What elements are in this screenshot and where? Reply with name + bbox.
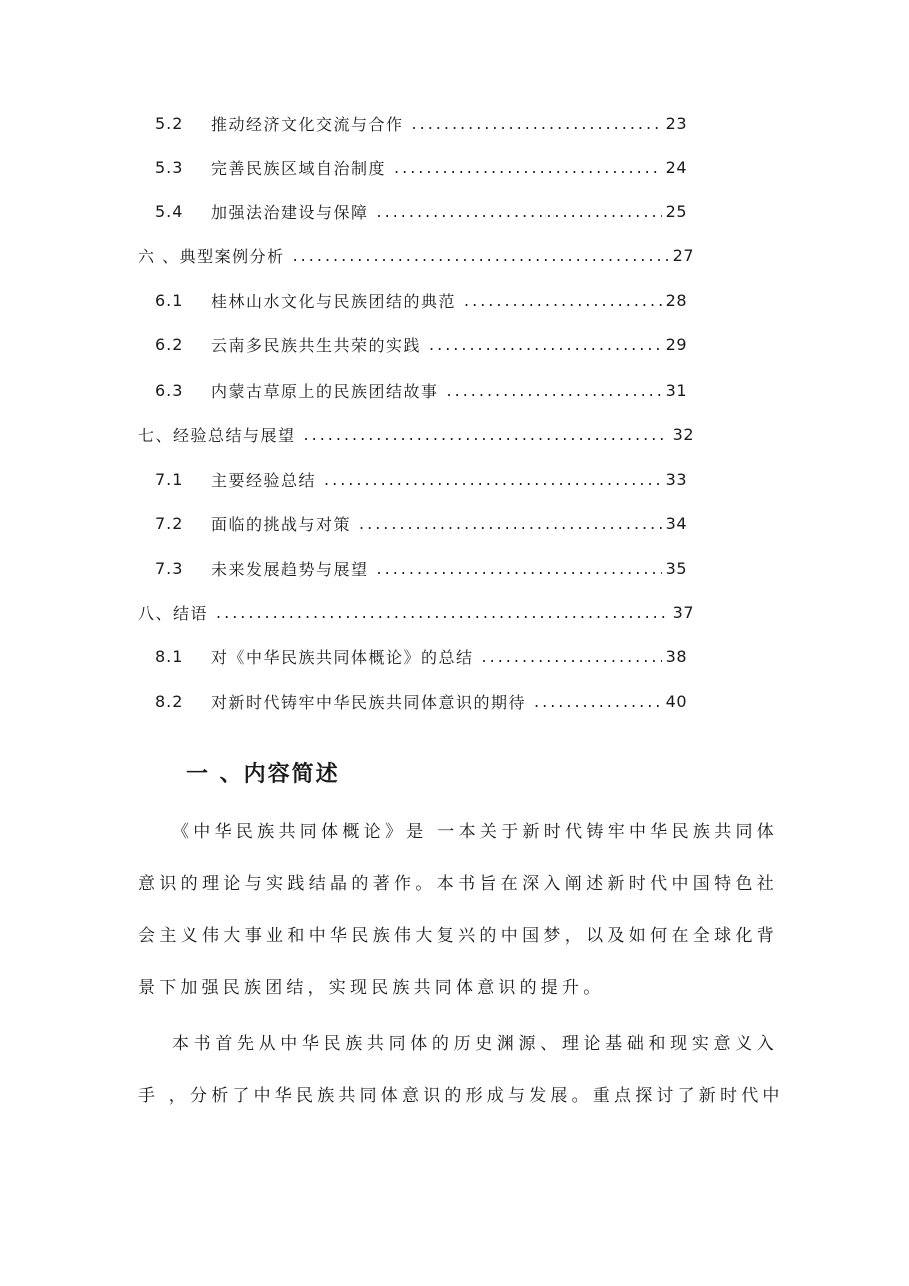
toc-number: 6.1: [155, 290, 184, 310]
toc-title: 面临的挑战与对策: [211, 514, 352, 534]
toc-page-number: 28: [665, 290, 687, 310]
section-heading: 一 、内容简述: [186, 762, 340, 787]
paragraph-line: 《中华民族共同体概论》是 一本关于新时代铸牢中华民族共同体: [172, 822, 778, 842]
toc-leader-dots: [359, 514, 662, 533]
toc-page-number: 23: [665, 113, 687, 133]
toc-number: 7.3: [155, 558, 184, 578]
toc-title: 内蒙古草原上的民族团结故事: [211, 381, 439, 401]
toc-subentry[interactable]: [155, 377, 687, 403]
toc-number: 5.4: [155, 201, 184, 221]
paragraph-line: 景下加强民族团结，实现民族共同体意识的提升。: [138, 978, 605, 998]
toc-leader-dots: [377, 202, 662, 221]
toc-subentry[interactable]: [155, 110, 687, 136]
toc-subentry[interactable]: [155, 555, 687, 581]
toc-page-number: 29: [665, 334, 687, 354]
toc-leader-dots: [377, 559, 662, 578]
toc-title: 完善民族区域自治制度: [211, 158, 387, 178]
toc-leader-dots: [293, 246, 669, 265]
toc-title: 七、经验总结与展望: [138, 425, 296, 445]
toc-number: 6.2: [155, 334, 184, 354]
toc-subentry[interactable]: [155, 154, 687, 180]
toc-number: 8.1: [155, 646, 184, 666]
toc-leader-dots: [216, 603, 669, 622]
toc-title: 云南多民族共生共荣的实践: [211, 335, 422, 355]
toc-leader-dots: [534, 692, 662, 711]
toc-chapter-entry[interactable]: [138, 599, 694, 625]
toc-title: 八、结语: [138, 603, 209, 623]
toc-leader-dots: [412, 114, 662, 133]
toc-title: 六 、典型案例分析: [138, 246, 285, 266]
toc-page-number: 40: [665, 691, 687, 711]
body-paragraph: [138, 1018, 784, 1122]
toc-subentry[interactable]: [155, 466, 687, 492]
toc-number: 5.3: [155, 157, 184, 177]
toc-subentry[interactable]: [155, 287, 687, 313]
toc-subentry[interactable]: [155, 198, 687, 224]
toc-subentry[interactable]: [155, 331, 687, 357]
toc-number: 8.2: [155, 691, 184, 711]
toc-number: 7.2: [155, 513, 184, 533]
toc-leader-dots: [324, 470, 662, 489]
toc-leader-dots: [394, 158, 662, 177]
paragraph-line: 会主义伟大事业和中华民族伟大复兴的中国梦，以及如何在全球化背: [138, 926, 778, 946]
toc-title: 主要经验总结: [211, 470, 317, 490]
toc-leader-dots: [304, 425, 669, 444]
toc-page-number: 27: [672, 245, 694, 265]
paragraph-line: 意识的理论与实践结晶的著作。本书旨在深入阐述新时代中国特色社: [138, 874, 778, 894]
toc-page-number: 37: [672, 602, 694, 622]
toc-number: 6.3: [155, 380, 184, 400]
toc-chapter-entry[interactable]: [138, 421, 694, 447]
paragraph-line: 手 ，分析了中华民族共同体意识的形成与发展。重点探讨了新时代中: [138, 1086, 784, 1106]
toc-page-number: 33: [665, 469, 687, 489]
toc-page-number: 32: [672, 424, 694, 444]
toc-subentry[interactable]: [155, 688, 687, 714]
toc-number: 5.2: [155, 113, 184, 133]
toc-number: 7.1: [155, 469, 184, 489]
toc-page-number: 24: [665, 157, 687, 177]
body-paragraph: [138, 806, 778, 1014]
toc-page-number: 34: [665, 513, 687, 533]
toc-title: 对《中华民族共同体概论》的总结: [211, 647, 474, 667]
toc-page-number: 38: [665, 646, 687, 666]
toc-title: 推动经济文化交流与合作: [211, 114, 404, 134]
toc-leader-dots: [464, 291, 662, 310]
toc-title: 对新时代铸牢中华民族共同体意识的期待: [211, 692, 527, 712]
toc-title: 加强法治建设与保障: [211, 202, 369, 222]
toc-leader-dots: [429, 335, 662, 354]
toc-leader-dots: [447, 381, 662, 400]
toc-leader-dots: [482, 647, 662, 666]
paragraph-line: 本书首先从中华民族共同体的历史渊源、理论基础和现实意义入: [172, 1034, 778, 1054]
toc-title: 未来发展趋势与展望: [211, 559, 369, 579]
toc-chapter-entry[interactable]: [138, 242, 694, 268]
toc-page-number: 31: [665, 380, 687, 400]
toc-subentry[interactable]: [155, 510, 687, 536]
toc-page-number: 35: [665, 558, 687, 578]
toc-page-number: 25: [665, 201, 687, 221]
toc-subentry[interactable]: [155, 643, 687, 669]
toc-title: 桂林山水文化与民族团结的典范: [211, 291, 457, 311]
